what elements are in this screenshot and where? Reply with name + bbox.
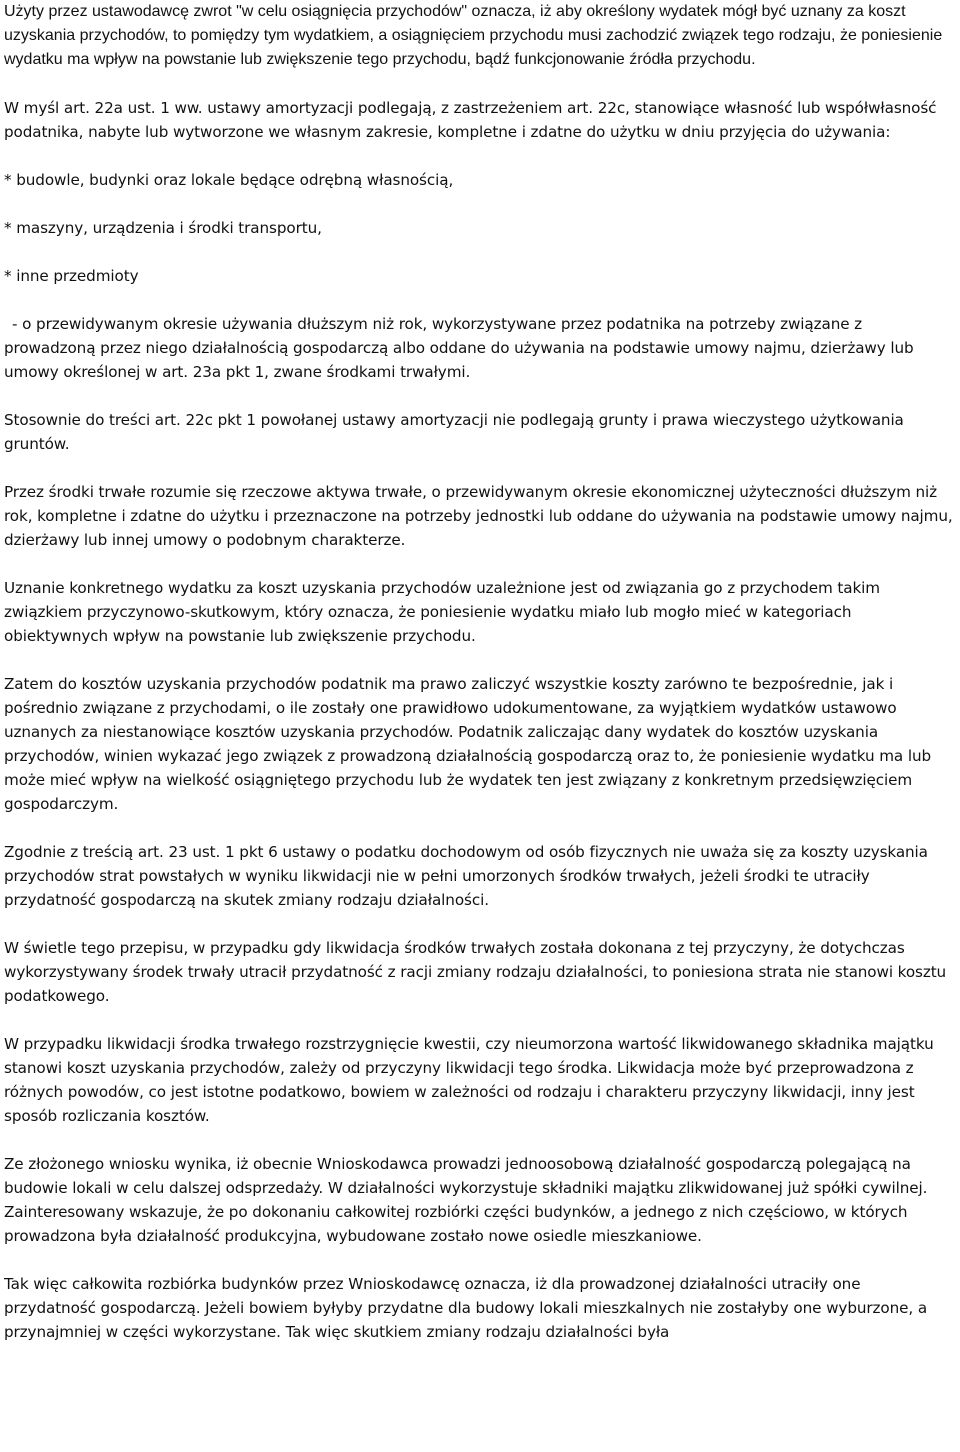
paragraph-conclusion: Tak więc całkowita rozbiórka budynków przez Wnioskodawcę oznacza, iż dla prowadzonej działalności utraciły one przydatność gospodarczą. Jeżeli bowiem byłyby przydatne dla budowy lokali mieszkalnych nie zostałyby one wyburzone, a przynajmniej w części wykorzystane. Tak więc skutkiem zmiany rodzaju działalności była xyxy=(4,1275,928,1341)
paragraph-loss-not-cost: W świetle tego przepisu, w przypadku gdy likwidacja środków trwałych została dokonana z tej przyczyny, że dotychczas wykorzystywany środek trwały utracił przydatność z racji zmiany rodzaju działalności, to poniesiona strata nie stanowi kosztu podatkowego. xyxy=(4,939,947,1005)
paragraph-applicant-facts: Ze złożonego wniosku wynika, iż obecnie Wnioskodawca prowadzi jednoosobową działalność gospodarczą polegającą na budowie lokali w celu dalszej odsprzedaży. W działalności wykorzystuje składniki majątku zlikwidowanej już spółki cywilnej. Zainteresowany wskazuje, że po dokonaniu całkowitej rozbiórki części budynków, a jednego z nich częściowo, w których prowadzona była działalność produkcyjna, wybudowane zostało nowe osiedle mieszkaniowe. xyxy=(4,1155,928,1245)
paragraph-deductible-costs: Zatem do kosztów uzyskania przychodów podatnik ma prawo zaliczyć wszystkie koszty zarówno te bezpośrednie, jak i pośrednio związane z przychodami, o ile zostały one prawidłowo udokumentowane, za wyjątkiem wydatków ustawowo uznanych za niestanowiące kosztów uzyskania przychodów. Podatnik zaliczając dany wydatek do kosztów uzyskania przychodów, winien wykazać jego związek z prowadzoną działalnością gospodarczą oraz to, że poniesienie wydatku ma lub może mieć wpływ na wielkość osiągniętego przychodu lub że wydatek ten jest związany z konkretnym przedsięwzięciem gospodarczym. xyxy=(4,675,932,813)
paragraph-tangible-assets: Przez środki trwałe rozumie się rzeczowe aktywa trwałe, o przewidywanym okresie ekonomicznej użyteczności dłuższym niż rok, kompletne i zdatne do użytku i przeznaczone na potrzeby jednostki lub oddane do używania na podstawie umowy najmu, dzierżawy lub innej umowy o podobnym charakterze. xyxy=(4,483,953,549)
paragraph-fixed-assets-definition: - o przewidywanym okresie używania dłuższym niż rok, wykorzystywane przez podatnika na potrzeby związane z prowadzoną przez niego działalnością gospodarczą albo oddane do używania na podstawie umowy najmu, dzierżawy lub umowy określonej w art. 23a pkt 1, zwane środkami trwałymi. xyxy=(4,315,914,381)
paragraph-land-exclusion: Stosownie do treści art. 22c pkt 1 powołanej ustawy amortyzacji nie podlegają grunty i prawa wieczystego użytkowania gruntów. xyxy=(4,411,904,453)
paragraph-revenue-purpose: Użyty przez ustawodawcę zwrot "w celu osiągnięcia przychodów" oznacza, iż aby określony wydatek mógł być uznany za koszt uzyskania przychodów, to pomiędzy tym wydatkiem, a osiągnięciem przychodu musi zachodzić związek tego rodzaju, że poniesienie wydatku ma wpływ na powstanie lub zwiększenie tego przychodu, bądź funkcjonowanie źródła przychodu. xyxy=(4,3,943,68)
paragraph-article-23: Zgodnie z treścią art. 23 ust. 1 pkt 6 ustawy o podatku dochodowym od osób fizycznych nie uważa się za koszty uzyskania przychodów strat powstałych w wyniku likwidacji nie w pełni umorzonych środków trwałych, jeżeli środki te utraciły przydatność gospodarczą na skutek zmiany rodzaju działalności. xyxy=(4,843,928,909)
list-item-other: * inne przedmioty xyxy=(4,267,139,285)
list-item-buildings: * budowle, budynki oraz lokale będące odrębną własnością, xyxy=(4,171,454,189)
paragraph-depreciation-rule: W myśl art. 22a ust. 1 ww. ustawy amortyzacji podlegają, z zastrzeżeniem art. 22c, stanowiące własność lub współwłasność podatnika, nabyte lub wytworzone we własnym zakresie, kompletne i zdatne do użytku w dniu przyjęcia do używania: xyxy=(4,99,937,141)
paragraph-liquidation-reason: W przypadku likwidacji środka trwałego rozstrzygnięcie kwestii, czy nieumorzona wartość likwidowanego składnika majątku stanowi koszt uzyskania przychodów, zależy od przyczyny likwidacji tego środka. Likwidacja może być przeprowadzona z różnych powodów, co jest istotne podatkowo, bowiem w zależności od rodzaju i charakteru przyczyny likwidacji, inny jest sposób rozliczania kosztów. xyxy=(4,1035,934,1125)
paragraph-causal-link: Uznanie konkretnego wydatku za koszt uzyskania przychodów uzależnione jest od związania go z przychodem takim związkiem przyczynowo-skutkowym, który oznacza, że poniesienie wydatku miało lub mogło mieć w kategoriach obiektywnych wpływ na powstanie lub zwiększenie przychodu. xyxy=(4,579,880,645)
list-item-machines: * maszyny, urządzenia i środki transportu, xyxy=(4,219,322,237)
